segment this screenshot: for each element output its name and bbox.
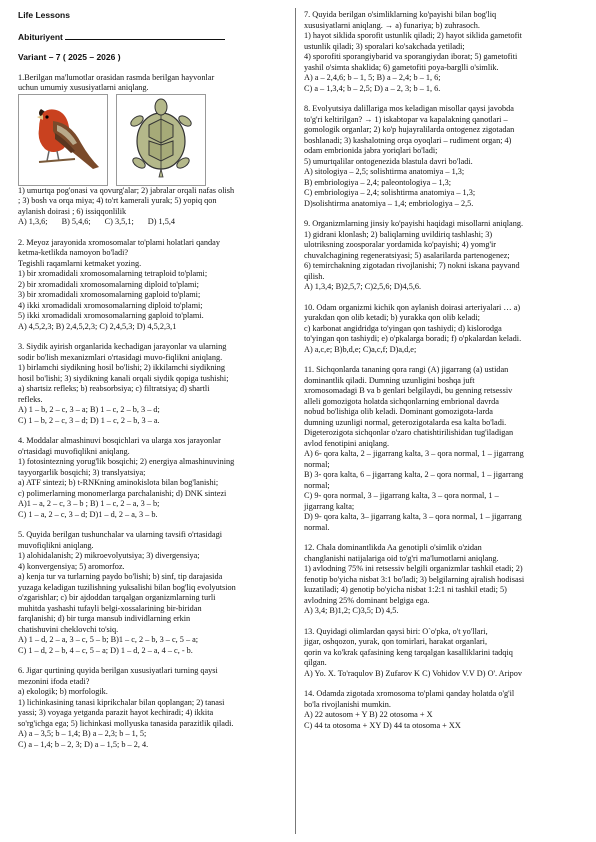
- question-line: A) a – 3,5; b – 1,4; B) a – 2,3; b – 1, 5;: [18, 729, 147, 738]
- question-line: 9. Organizmlarning jinsiy ko'payishi haqidagi misollarni aniqlang.: [304, 219, 524, 228]
- question-line: xromosomadagi B va b genlari belgilaydi, bu genning retsessiv: [304, 386, 513, 395]
- question-line: qilish.: [304, 271, 325, 281]
- question-line: 1) lichinkasining tanasi kiprikchalar bilan qoplangan; 2) tanasi: [18, 697, 225, 707]
- question-line: C) 1 – b, 2 – c, 3 – d; D) 1 – c, 2 – b, 3 – a.: [18, 415, 160, 425]
- question-line: 5. Quyida berilgan tushunchalar va ularning tavsifi o'rtasidagi: [18, 530, 223, 539]
- question-14: [304, 689, 586, 731]
- question-line: Digeterozigota sichqonlar o'zaro chatishtirilishidan tug'iladigan: [304, 428, 514, 437]
- applicant-name-field[interactable]: [65, 31, 225, 40]
- question-line: A)1 – a, 2 – c, 3 – b ; B) 1 – c, 2 – a, 3 – b;: [18, 499, 160, 508]
- question-line: o'rtasidagi muvofiqlikni aniqlang.: [18, 446, 130, 456]
- question-line: C) 44 ta otosoma + XY D) 44 ta otosoma + XX: [304, 720, 461, 730]
- question-line: A) 1 – b, 2 – c, 3 – a; B) 1 – c, 2 – b, 3 – d;: [18, 405, 160, 414]
- question-line: A) 6- qora kalta, 2 – jigarrang kalta, 3 – qora normal, 1 – jigarrang: [304, 449, 524, 458]
- question-1: [18, 73, 290, 228]
- question-line: a) ekologik; b) morfologik.: [18, 687, 108, 696]
- answer-options: [18, 217, 290, 228]
- question-line: 1) avlodning 75% ini retsessiv belgili organizmlar tashkil etadi; 2): [304, 564, 523, 573]
- question-line: muvofiqlikni aniqlang.: [18, 540, 94, 550]
- question-7: [304, 10, 586, 94]
- question-line: 6. Jigar qurtining quyida berilgan xususiyatlari turning qaysi: [18, 666, 218, 675]
- question-line: A) Yo. X. To'raqulov B) Zufarov K C) Vohidov V.V D) O'. Aripov: [304, 668, 523, 678]
- question-line: C) 1 – a, 2 – c, 3 – d; D)1 – d, 2 – a, 3 – b.: [18, 509, 158, 519]
- question-line: to'g'ri keltirilgan? → 1) iskabtopar va kapalakning qanotlari –: [304, 114, 508, 124]
- question-line: C) 1 – d, 2 – b, 4 – c, 5 – a; D) 1 – d, 2 – a, 4 – c, - b.: [18, 645, 193, 655]
- question-3: [18, 342, 290, 426]
- question-line: qorin va ko'krak qafasining keng tarqalgan kasalliklarini tadqiq: [304, 647, 513, 657]
- question-line: B) embriologiya – 2,4; paleontologiya – 1,3;: [304, 177, 452, 187]
- right-column: [304, 10, 586, 741]
- question-6: [18, 666, 290, 750]
- question-line: uchun umumiy xususiyatlarni aniqlang.: [18, 83, 149, 92]
- turtle-image: [116, 94, 206, 186]
- question-line: A) 1 – d, 2 – a, 3 – c, 5 – b; B)1 – c, 2 – b, 3 – c, 5 – a;: [18, 635, 199, 644]
- question-line: 1) birlamchi siydikning hosil bo'lishi; 2) ikkilamchi siydikning: [18, 363, 226, 372]
- question-line: to'yingan qon tashiydi; e) o'pkalarga boradi; f) o'pkalardan keladi.: [304, 334, 522, 343]
- question-line: 1.Berilgan ma'lumotlar orasidan rasmda berilgan hayvonlar: [18, 72, 215, 82]
- answer-option[interactable]: C) 3,5,1;: [104, 217, 134, 226]
- question-line: Tegishli raqamlarni ketmaket yozing.: [18, 258, 142, 268]
- question-line: o'zgarishlar; c) bir ajdoddan tarqalgan organizmlarning turli: [18, 593, 216, 602]
- question-line: ketma-ketlikda namoyon bo'ladi?: [18, 248, 129, 257]
- question-line: a) kenja tur va turlarning paydo bo'lishi; b) sinf, tip darajasida: [18, 572, 223, 581]
- answer-option[interactable]: D) 1,5,4: [147, 217, 176, 226]
- question-line: A) 1,3,4; B)2,5,7; C)2,5,6; D)4,5,6.: [304, 282, 422, 291]
- question-line: ; 3) bosh va orqa miya; 4) to'rt kamerali yurak; 5) yopiq qon: [18, 196, 217, 205]
- column-divider: [295, 8, 296, 834]
- question-line: dumning uzunligi normal, geterozigotalarda esa kalta bo'ladi.: [304, 417, 507, 427]
- question-5: [18, 530, 290, 656]
- question-13: [304, 627, 586, 680]
- variant-label: Variant – 7 ( 2025 – 2026 ): [18, 52, 121, 62]
- question-line: alleli gomozigota holatda sichqonlarning embrional davrda: [304, 396, 499, 406]
- left-column: [18, 10, 290, 760]
- question-line: hosil bo'lishi; 3) siydikning kanali orqali siydik qopiga tushishi;: [18, 373, 229, 383]
- question-line: aylanish doirasi ; 6) issiqqonlilik: [18, 206, 127, 216]
- question-line: mezonini ifoda etadi?: [18, 676, 90, 686]
- question-line: qilgan.: [304, 658, 327, 667]
- question-line: 1) fotosintezning yorug'lik bosqichi; 2) energiya almashinuvining: [18, 457, 235, 466]
- question-line: D) 9- qora kalta, 3– jigarrang kalta, 3 – qora normal, 1 – jigarrang: [304, 512, 522, 521]
- bird-image: [18, 94, 108, 186]
- question-line: farqlanishi; d) bir turga mansub individlarning erkin: [18, 614, 191, 623]
- question-2: [18, 238, 290, 333]
- question-line: 4) sporofiti sporangiybarid va sporangiydan iborat; 5) gametofiti: [304, 52, 518, 61]
- question-line: refleks.: [18, 394, 43, 404]
- question-line: sodir bo'lish mexanizmlari o'rtasidagi muvo-fiqlikni aniqlang.: [18, 352, 223, 362]
- question-line: C) embriologiya – 2,4; solishtirma anatomiya – 1,3;: [304, 188, 476, 197]
- question-line: yurakdan qon olib ketadi; b) yurakka qon olib keladi;: [304, 313, 480, 322]
- question-line: avlodning 25% dominant belgiga ega.: [304, 595, 430, 605]
- question-4: [18, 436, 290, 520]
- question-line: changlanishi natijalariga oid to'g'ri ma'lumotlarni aniqlang.: [304, 553, 499, 563]
- question-1-images: [18, 94, 290, 186]
- doc-title: Life Lessons: [18, 10, 70, 20]
- question-line: 8. Evolyutsiya dalillariga mos keladigan misollar qaysi javobda: [304, 104, 514, 113]
- question-line: A) a – 2,4,6; b – 1, 5; B) a – 2,4; b – 1, 6;: [304, 73, 441, 82]
- question-line: dominantlik qiladi. Dumning uzunligini boshqa juft: [304, 375, 475, 385]
- question-line: boshlanadi; 3) kashalotning orqa oyoqlari – rudiment organ; 4): [304, 135, 512, 145]
- question-line: A) 3,4; B)1,2; C)3,5; D) 4,5.: [304, 606, 399, 615]
- question-line: 1) bir xromadidali xromosomalarning tetraploid to'plami;: [18, 269, 208, 278]
- question-line: D)solishtirma anatomiya – 1,4; embriologiya – 2,5.: [304, 198, 474, 208]
- answer-option[interactable]: B) 5,4,6;: [61, 217, 91, 226]
- question-line: muhitda yashashi tufayli belgi-xossalarining bir-biridan: [18, 603, 202, 613]
- question-line: 14. Odamda zigotada xromosoma to'plami qanday holatda o'g'il: [304, 689, 515, 698]
- applicant-label: Abituriyent: [18, 31, 63, 42]
- question-line: c) karbonat angidridga to'yingan qon tashiydi; d) kislorodga: [304, 323, 502, 333]
- question-line: jigar, oshqozon, yurak, qon tomirlari, harakat organlari,: [304, 637, 488, 646]
- question-line: so'rg'ichga ega; 5) lichinkasi mollyuska tanasida parazitlik qiladi.: [18, 718, 234, 728]
- question-line: 1) alohidalanish; 2) mikroevolyutsiya; 3) divergensiya;: [18, 551, 200, 560]
- question-line: 2. Meyoz jarayonida xromosomalar to'plami holatlari qanday: [18, 237, 220, 247]
- question-11: [304, 365, 586, 533]
- left-questions: [18, 238, 290, 751]
- question-line: 3) bir xromadidali xromosomalarning gaploid to'plami;: [18, 290, 201, 299]
- question-line: C) a – 1,3,4; b – 2,5; D) a – 2, 3; b – 1, 6.: [304, 83, 441, 93]
- question-line: 2) bir xromadidali xromosomalarning diploid to'plami;: [18, 279, 199, 289]
- question-line: 5) umurtqalilar ontogenezida blastula davri bo'ladi.: [304, 156, 473, 166]
- question-line: avlod fenotipini aniqlang.: [304, 438, 390, 448]
- question-line: 3. Siydik ayirish organlarida kechadigan jarayonlar va ularning: [18, 342, 227, 351]
- question-line: xususiyatlarni aniqlang. → a) funariya; b) zuhrasoch.: [304, 20, 480, 30]
- answer-option[interactable]: A) 1,3,6;: [18, 217, 48, 226]
- question-line: normal.: [304, 522, 330, 532]
- question-line: B) 3- qora kalta, 6 – jigarrang kalta, 2 – qora normal, 1 – jigarrang: [304, 470, 524, 479]
- question-line: jigarrang kalta;: [304, 501, 355, 511]
- question-line: 13. Quyidagi olimlardan qaysi biri: O`o'pka, o't yo'llari,: [304, 626, 488, 636]
- question-line: 7. Quyida berilgan o'simliklarning ko'payishi bilan bog'liq: [304, 10, 497, 19]
- question-12: [304, 543, 586, 617]
- question-line: C) 9- qora normal, 3 – jigarrang kalta, 3 – qora normal, 1 –: [304, 491, 499, 500]
- question-line: fenotip bo'yicha nisbat 3:1 bo'ladi; 3) belgilarning ajralish hodisasi: [304, 574, 525, 584]
- question-line: 11. Sichqonlarda tananing qora rangi (A) jigarrang (a) ustidan: [304, 365, 509, 374]
- question-line: odam embrionida jabra yoriqlari bo'ladi;: [304, 146, 438, 155]
- question-line: 6) temirchakning zigotadan rivojlanishi; 7) nokni iskana payvand: [304, 261, 520, 270]
- question-line: ustunlik qiladi; 3) sporalari ko'sakchada yetiladi;: [304, 41, 465, 51]
- question-line: 1) gidrani klonlash; 2) baliqlarning uvildiriq tashlashi; 3): [304, 229, 493, 239]
- question-line: ulotriksning zoosporalar yordamida ko'payishi; 4) yomg'ir: [304, 240, 497, 249]
- question-10: [304, 303, 586, 356]
- question-line: chatishuvini cheklovchi to'siq.: [18, 624, 119, 634]
- question-line: normal;: [304, 459, 330, 469]
- question-line: chuvalchagining regeneratsiyasi; 5) asalarilarda partenogenez;: [304, 250, 510, 260]
- question-line: bo'la rivojlanishi mumkin.: [304, 699, 391, 709]
- question-line: a) shartsiz refleks; b) reabsorbsiya; c) filtratsiya; d) shartli: [18, 384, 210, 393]
- question-line: 10. Odam organizmi kichik qon aylanish doirasi arteriyalari … a): [304, 302, 521, 312]
- question-line: A) 22 autosom + Y B) 22 otosoma + X: [304, 710, 433, 719]
- question-line: tayyorgarlik bosqichi; 3) translyatsiya;: [18, 467, 146, 477]
- question-8: [304, 104, 586, 209]
- question-line: normal;: [304, 480, 330, 490]
- question-line: 1) umurtqa pog'onasi va qovurg'alar; 2) jabralar orqali nafas olish: [18, 185, 235, 195]
- question-line: yuzaga keladigan tuzilishning yuksalishi bilan bog'liq evolyutsion: [18, 582, 236, 592]
- question-line: yashil o'simta shaklida; 6) gametofiti poya-barglli o'simlik.: [304, 62, 499, 72]
- question-line: 4. Moddalar almashinuvi bosqichlari va ularga xos jarayonlar: [18, 436, 221, 445]
- question-9: [304, 219, 586, 293]
- question-line: C) a – 1,4; b – 2, 3; D) a – 1,5; b – 2, 4.: [18, 739, 149, 749]
- question-line: yassi; 3) voyaga yetganda parazit hayot kechiradi; 4) ikkita: [18, 708, 214, 717]
- question-line: 4) ikki xromadidali xromosomalarning diploid to'plami;: [18, 300, 203, 310]
- question-line: 4) konvergensiya; 5) aromorfoz.: [18, 561, 125, 571]
- applicant-line: [18, 31, 290, 43]
- question-line: A) 4,5,2,3; B) 2,4,5,2,3; C) 2,4,5,3; D) 4,5,2,3,1: [18, 321, 177, 331]
- question-line: 5) ikki xromadidali xromosomalarning gaploid to'plami.: [18, 311, 204, 320]
- question-line: 12. Chala dominantlikda Aa genotipli o'simlik o'zidan: [304, 543, 482, 552]
- question-line: A) sitologiya – 2,5; solishtirma anatomiya – 1,3;: [304, 167, 465, 176]
- question-line: a) ATF sintezi; b) t-RNKning aminokislota bilan bog'lanishi;: [18, 478, 219, 487]
- question-line: nobud bo'lishiga olib keladi. Dominant gomozigota-larda: [304, 407, 493, 416]
- question-line: A) a,c,e; B)b,d,e; C)a,c,f; D)a,d,e;: [304, 344, 417, 354]
- question-line: c) polimerlarning monomerlarga parchalanishi; d) DNK sintezi: [18, 488, 227, 498]
- question-line: 1) hayot siklida sporofit ustunlik qiladi; 2) hayot siklida gametofit: [304, 31, 522, 40]
- question-line: gomologik organlar; 2) ko'p hujayralilarda ontogenez zigotadan: [304, 125, 515, 134]
- question-line: kuzatiladi; 4) genotip bo'yicha nisbat 1:2:1 ni tashkil etadi; 5): [304, 585, 507, 594]
